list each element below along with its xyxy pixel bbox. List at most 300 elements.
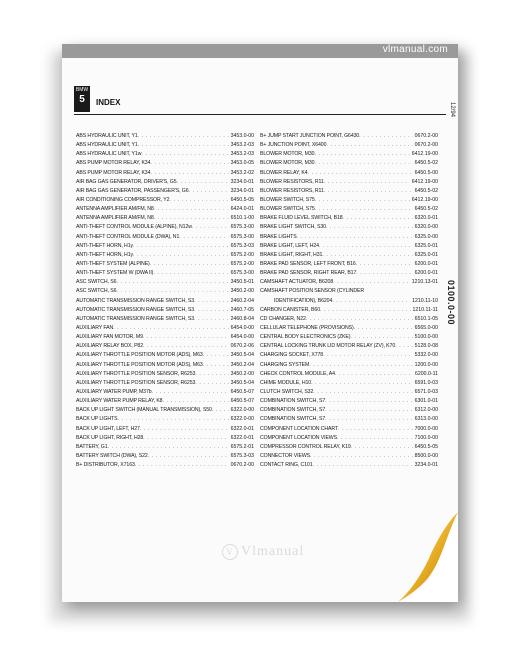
index-entry-code: 2460.8-04 <box>230 315 254 322</box>
index-entry-name: CONNECTOR VIEWS <box>260 452 310 459</box>
leader-dots <box>324 178 410 187</box>
index-entry <box>260 434 438 443</box>
bmw-brand-label: BMW <box>75 87 89 93</box>
index-entry-code: 5128.0-08 <box>414 343 438 350</box>
index-entry <box>260 132 438 141</box>
index-entry-name: BRAKE LIGHT, RIGHT, H31 <box>260 251 323 258</box>
index-entry-name: BLOWER MOTOR, M30 <box>260 151 315 158</box>
leader-dots <box>395 342 413 351</box>
index-entry-name: CHARGING SYSTEM <box>260 361 310 368</box>
index-entry-code: 6325.0-00 <box>414 233 438 240</box>
index-entry-code: 6454.0-00 <box>230 324 254 331</box>
leader-dots <box>107 443 228 452</box>
index-entry-name: IDENTIFICATION), B6204 <box>274 297 333 304</box>
index-entry-name: ANTI-THEFT HORN, H1y <box>76 242 133 249</box>
index-entry <box>76 287 254 296</box>
leader-dots <box>343 214 413 223</box>
index-entry-code: 6571.0-03 <box>414 388 438 395</box>
index-entry <box>76 434 254 443</box>
index-entry <box>260 251 438 260</box>
index-entry-code: 2460.7-05 <box>230 306 254 313</box>
leader-dots <box>309 361 412 370</box>
index-entry-code: 6450.5-02 <box>414 160 438 167</box>
index-entry <box>76 260 254 269</box>
index-entry-code: 6510.1-05 <box>414 315 438 322</box>
leader-dots <box>212 406 229 415</box>
index-entry-name: ANTI-THEFT CONTROL MODULE (ALPINE), N12w <box>76 224 192 231</box>
index-entry-code: 3453.2-02 <box>230 169 254 176</box>
index-entry-name: ABS HYDRAULIC UNIT, Y1w <box>76 151 142 158</box>
index-entry-code: 6320.0-01 <box>414 215 438 222</box>
index-entry-code: 3453.2-03 <box>230 142 254 149</box>
index-entry <box>76 251 254 260</box>
index-entry <box>260 306 438 315</box>
leader-dots <box>189 187 229 196</box>
side-section-code: 0100.0-00 <box>446 280 456 326</box>
index-entry-code: 6320.0-00 <box>414 224 438 231</box>
index-entry <box>260 425 438 434</box>
index-entry-name: B+ JUMP START JUNCTION POINT, G6430 <box>260 133 360 139</box>
index-entry <box>76 361 254 370</box>
index-entry <box>76 406 254 415</box>
index-entry <box>76 233 254 242</box>
index-entry-code: 3453.2-03 <box>230 151 254 158</box>
index-entry-name: CAMSHAFT ACTUATOR, B6208 <box>260 279 334 286</box>
index-entry <box>260 397 438 406</box>
index-entry <box>260 406 438 415</box>
index-entry-name: AUXILIARY FAN MOTOR, M9 <box>76 334 143 341</box>
index-entry <box>76 351 254 360</box>
index-entry-code: 1200.0-00 <box>414 361 438 368</box>
leader-dots <box>297 233 413 242</box>
index-entry-name: ASC SWITCH, S6 <box>76 288 117 295</box>
index-entry-name: CELLULAR TELEPHONE (PROVISIONS) <box>260 324 354 331</box>
index-entry-code: 6412.19-00 <box>411 178 438 185</box>
index-entry-code: 3234.0-01 <box>230 187 254 194</box>
index-entry-name: CENTRAL LOCKING TRUNK LID MOTOR RELAY (ZV), K70 <box>260 343 396 350</box>
leader-dots <box>138 132 229 141</box>
index-entry-name: BRAKE LIGHTS <box>260 233 297 240</box>
index-entry <box>260 269 438 278</box>
leader-dots <box>194 306 229 315</box>
index-entry <box>76 397 254 406</box>
index-entry <box>76 278 254 287</box>
index-entry <box>260 370 438 379</box>
index-entry-name: CAMSHAFT POSITION SENSOR (CYLINDER <box>260 288 365 295</box>
index-entry <box>260 351 438 360</box>
leader-dots <box>113 324 228 333</box>
leader-dots <box>313 388 412 397</box>
leader-dots <box>116 287 228 296</box>
leader-dots <box>354 324 413 333</box>
index-entry-code: 5332.0-00 <box>414 352 438 359</box>
index-entry <box>76 452 254 461</box>
index-entry <box>260 443 438 452</box>
leader-dots <box>313 461 413 470</box>
index-entry <box>260 214 438 223</box>
index-entry-code: 2460.2-04 <box>230 297 254 304</box>
index-entry-name: ANTENNA AMPLIFIER AM/FM, N8 <box>76 215 154 222</box>
leader-dots <box>333 278 410 287</box>
index-entry-code: 6322.0-01 <box>230 434 254 441</box>
index-entry <box>76 425 254 434</box>
index-entry-code: 0670.2-06 <box>230 343 254 350</box>
leader-dots <box>326 141 412 150</box>
index-entry <box>260 233 438 242</box>
index-entry-name: ABS PUMP MOTOR RELAY, K34 <box>76 169 151 176</box>
index-entry-name: CLUTCH SWITCH, S32 <box>260 388 314 395</box>
index-entry-code: 3450.2-04 <box>230 361 254 368</box>
index-entry <box>76 379 254 388</box>
index-entry-code: 6575.3-03 <box>230 452 254 459</box>
index-entry-name: AUXILIARY THROTTLE POSITION MOTOR (ADS), M63 <box>76 361 203 368</box>
index-entry <box>260 187 438 196</box>
index-entry-code: 0670.2-00 <box>414 133 438 139</box>
leader-dots <box>324 187 413 196</box>
index-entry-name: BACK UP LIGHT, LEFT, H27 <box>76 425 140 432</box>
index-entry <box>76 306 254 315</box>
center-watermark-text: Vlmanual <box>241 544 305 560</box>
index-entry-code: 8500.0-00 <box>414 452 438 459</box>
index-entry-name: COMPRESSOR CONTROL RELAY, K19 <box>260 443 351 450</box>
index-entry-name: AUXILIARY THROTTLE POSITION MOTOR (ADS), M63 <box>76 352 203 359</box>
leader-dots <box>326 223 413 232</box>
index-entry-name: CHARGING SOCKET, X778 <box>260 352 324 359</box>
index-entry-name: AIR CONDITIONING COMPRESSOR, Y2 <box>76 196 170 203</box>
index-entry-name: COMBINATION SWITCH, S7 <box>260 416 326 423</box>
bmw-series-badge <box>74 86 90 112</box>
index-entry <box>76 178 254 187</box>
index-entry-code: 6450.5-00 <box>414 169 438 176</box>
index-entry-name: ABS PUMP MOTOR RELAY, K34 <box>76 160 151 167</box>
page-curl-icon <box>398 512 458 602</box>
leader-dots <box>140 425 229 434</box>
index-entry-name: BRAKE PAD SENSOR, LEFT FRONT, B16 <box>260 260 356 267</box>
site-watermark: vlmanual.com <box>382 44 448 55</box>
index-entry-code: 3234.0-01 <box>414 462 438 469</box>
leader-dots <box>203 361 229 370</box>
leader-dots <box>325 397 412 406</box>
index-entry-name: BATTERY SWITCH (DWA), S22 <box>76 452 148 459</box>
side-date: 12/94 <box>449 102 455 118</box>
leader-dots <box>308 169 413 178</box>
leader-dots <box>133 251 229 260</box>
index-entry <box>260 141 438 150</box>
leader-dots <box>135 461 229 470</box>
index-entry-name: ANTI-THEFT HORN, H1y <box>76 251 133 258</box>
index-entry <box>76 223 254 232</box>
index-entry-name: BRAKE LIGHT, LEFT, H24 <box>260 242 319 249</box>
index-entry-code: 6450.5-07 <box>230 388 254 395</box>
index-entry <box>76 370 254 379</box>
index-entry-code: 6565.0-00 <box>414 324 438 331</box>
index-entry <box>76 342 254 351</box>
leader-dots <box>332 297 410 306</box>
index-entry-name: ASC SWITCH, S6 <box>76 279 117 286</box>
index-entry-name: BACK UP LIGHTS <box>76 416 118 423</box>
index-entry <box>260 324 438 333</box>
index-column-left <box>76 132 254 470</box>
leader-dots <box>195 370 228 379</box>
leader-dots <box>325 406 412 415</box>
index-entry <box>76 388 254 397</box>
index-entry-code: 3450.2-00 <box>230 370 254 377</box>
leader-dots <box>154 205 229 214</box>
index-entry-name: BATTERY, G1 <box>76 443 108 450</box>
index-entry <box>76 159 254 168</box>
leader-dots <box>152 388 229 397</box>
index-entry-code: 1210.13-01 <box>411 279 438 286</box>
leader-dots <box>143 434 228 443</box>
index-entry <box>76 297 254 306</box>
index-entry <box>76 205 254 214</box>
index-column-right <box>260 132 438 470</box>
leader-dots <box>359 132 412 141</box>
leader-dots <box>203 351 229 360</box>
index-entry-name: ANTI-THEFT SYSTEM (ALPINE) <box>76 260 150 267</box>
leader-dots <box>335 370 413 379</box>
leader-dots <box>356 260 413 269</box>
index-entry-code: 6575.2-00 <box>230 251 254 258</box>
index-entry <box>260 415 438 424</box>
index-entry <box>260 242 438 251</box>
leader-dots <box>350 333 412 342</box>
leader-dots <box>320 306 411 315</box>
index-entry-code: 6325.0-01 <box>414 242 438 249</box>
index-entry <box>260 196 438 205</box>
index-entry <box>260 178 438 187</box>
index-entry-code: 6301.0-01 <box>414 398 438 405</box>
leader-dots <box>322 251 412 260</box>
index-entry-code: 6322.0-01 <box>230 425 254 432</box>
index-entry-name: BRAKE FLUID LEVEL SWITCH, B18 <box>260 215 343 222</box>
index-entry-name: CHIME MODULE, H10 <box>260 379 312 386</box>
center-watermark <box>222 544 304 560</box>
index-entry <box>260 150 438 159</box>
index-entry-code: 0670.2-00 <box>414 142 438 149</box>
index-entry-code: 6450.5-07 <box>230 398 254 405</box>
index-entry <box>76 324 254 333</box>
index-entry-name: AUTOMATIC TRANSMISSION RANGE SWITCH, S3 <box>76 315 195 322</box>
index-entry-name: COMPONENT LOCATION VIEWS <box>260 434 337 441</box>
index-entry-code: 1210.11-10 <box>412 297 438 304</box>
index-entry-name: AUXILIARY THROTTLE POSITION SENSOR, R6253 <box>76 370 196 377</box>
watermark-logo-icon: V <box>222 544 238 560</box>
index-entry-code: 6450.5-02 <box>414 187 438 194</box>
index-entry-code: 6575.3-00 <box>230 270 254 277</box>
leader-dots <box>323 351 413 360</box>
leader-dots <box>138 141 229 150</box>
index-entry <box>76 132 254 141</box>
index-entry <box>260 379 438 388</box>
index-entry-name: AUXILIARY WATER PUMP RELAY, K8 <box>76 398 163 405</box>
index-entry <box>76 269 254 278</box>
leader-dots <box>338 425 413 434</box>
page-header <box>74 87 446 115</box>
index-entry-name: CHECK CONTROL MODULE, A4 <box>260 370 335 377</box>
index-entry-code: 6575.3-00 <box>230 224 254 231</box>
index-entry-name: AUTOMATIC TRANSMISSION RANGE SWITCH, S3 <box>76 306 195 313</box>
leader-dots <box>169 196 228 205</box>
index-entry-name: BLOWER RESISTORS, R11 <box>260 187 324 194</box>
leader-dots <box>194 297 229 306</box>
index-entry-code: 3450.5-04 <box>230 352 254 359</box>
index-entry-code: 7000.0-00 <box>414 425 438 432</box>
index-entry-name: ANTI-THEFT CONTROL MODULE (DWA), N1 <box>76 233 180 240</box>
leader-dots <box>143 333 229 342</box>
index-entry <box>260 223 438 232</box>
leader-dots <box>192 223 229 232</box>
index-entry <box>260 260 438 269</box>
index-entry-code: 6454.0-00 <box>230 334 254 341</box>
leader-dots <box>325 415 412 424</box>
index-entry-code: 6322.0-00 <box>230 407 254 414</box>
index-entry <box>76 214 254 223</box>
index-entry <box>260 278 438 287</box>
index-entry <box>260 361 438 370</box>
leader-dots <box>162 397 228 406</box>
index-entry-name: AUTOMATIC TRANSMISSION RANGE SWITCH, S3 <box>76 297 195 304</box>
index-entry-code: 6591.0-03 <box>414 379 438 386</box>
index-entry-name: CARBON CANISTER, B60 <box>260 306 320 313</box>
index-entry-name: BLOWER RESISTORS, R11 <box>260 178 324 185</box>
index-entry-code: 0670.2-00 <box>230 462 254 469</box>
index-entry-code: 6450.5-05 <box>230 196 254 203</box>
index-entry-name: AIR BAG GAS GENERATOR, PASSENGER'S, G6 <box>76 187 189 194</box>
index-entry-name: BLOWER SWITCH, S75 <box>260 196 315 203</box>
index-entry <box>260 169 438 178</box>
index-entry-code: 6575.3-00 <box>230 233 254 240</box>
index-entry <box>260 342 438 351</box>
index-entry <box>76 415 254 424</box>
index-entry-code: 3450.5-01 <box>230 279 254 286</box>
index-entry-code: 3450.2-00 <box>230 288 254 295</box>
index-entry <box>260 315 438 324</box>
index-entry-name: BLOWER SWITCH, S75 <box>260 206 315 213</box>
index-entry-name: COMBINATION SWITCH, S7 <box>260 407 326 414</box>
index-entry <box>260 452 438 461</box>
index-entry-code: 3450.5-04 <box>230 379 254 386</box>
index-entry <box>76 315 254 324</box>
index-entry <box>76 333 254 342</box>
index-entry-name: AUXILIARY THROTTLE POSITION SENSOR, R6253 <box>76 379 196 386</box>
index-entry-code: 7100.0-00 <box>414 434 438 441</box>
leader-dots <box>150 260 229 269</box>
leader-dots <box>153 269 228 278</box>
leader-dots <box>117 415 228 424</box>
index-entry-name: B+ DISTRIBUTOR, X7163 <box>76 462 135 469</box>
leader-dots <box>150 159 228 168</box>
leader-dots <box>133 242 229 251</box>
index-entry <box>76 443 254 452</box>
leader-dots <box>177 178 229 187</box>
index-entry-name: ANTI-THEFT SYSTEM W (DWA II) <box>76 270 154 277</box>
index-entry-name: CD CHANGER, N22 <box>260 315 306 322</box>
index-entry-code: 6424.0-01 <box>230 206 254 213</box>
index-entry-name: AUXILIARY RELAY BOX, P82 <box>76 343 143 350</box>
index-entry-code: 6412.19-00 <box>411 151 438 158</box>
index-entry-code: 6412.19-00 <box>411 196 438 203</box>
index-entry-name: BACK UP LIGHT SWITCH (MANUAL TRANSMISSION), S50 <box>76 407 212 414</box>
index-entry <box>260 297 438 306</box>
leader-dots <box>154 214 229 223</box>
leader-dots <box>143 342 229 351</box>
leader-dots <box>116 278 228 287</box>
index-entry-code: 6450.5-02 <box>414 206 438 213</box>
index-entry <box>260 159 438 168</box>
index-entry-name: BLOWER RELAY, K4 <box>260 169 308 176</box>
index-entry-code: 6312.0-00 <box>414 407 438 414</box>
leader-dots <box>314 159 412 168</box>
index-entry-name: BRAKE PAD SENSOR, RIGHT REAR, B17 <box>260 270 357 277</box>
index-entry-code: 6322.0-00 <box>230 416 254 423</box>
index-entry-code: 3453.0-00 <box>230 133 254 139</box>
index-entry-name: AIR BAG GAS GENERATOR, DRIVER'S, G5 <box>76 178 177 185</box>
index-entry <box>76 242 254 251</box>
leader-dots <box>148 452 229 461</box>
index-entry <box>76 141 254 150</box>
index-entry-name: B+ JUNCTION POINT, X6400 <box>260 142 327 149</box>
index-entry-code: 6450.5-05 <box>414 443 438 450</box>
index-entry-code: 1210.11-11 <box>412 306 438 313</box>
index-entry-code: 6510.1-00 <box>230 215 254 222</box>
index-entry <box>76 169 254 178</box>
index-entry <box>260 388 438 397</box>
leader-dots <box>310 452 413 461</box>
index-entry-name: COMPONENT LOCATION CHART <box>260 425 339 432</box>
index-entry-name: ANTENNA AMPLIFIER AM/FM, N8 <box>76 206 154 213</box>
index-entry-name: BACK UP LIGHT, RIGHT, H28 <box>76 434 144 441</box>
index-entry-name: CONTACT RING, C101 <box>260 462 313 469</box>
index-entry <box>76 150 254 159</box>
leader-dots <box>319 242 413 251</box>
index-entry <box>260 205 438 214</box>
index-entry-code: 6200.0-01 <box>414 270 438 277</box>
index-entry-code: 3453.0-05 <box>230 160 254 167</box>
page-title: INDEX <box>96 98 121 107</box>
index-entry <box>260 461 438 470</box>
leader-dots <box>141 150 228 159</box>
leader-dots <box>311 379 413 388</box>
index-entry-name: ABS HYDRAULIC UNIT, Y1 <box>76 142 138 149</box>
index-entry-name: AUXILIARY WATER PUMP, M37b <box>76 388 152 395</box>
index-entry-code: 6200.0-01 <box>414 260 438 267</box>
leader-dots <box>356 269 412 278</box>
leader-dots <box>179 233 228 242</box>
index-entry-code: 6575.2-00 <box>230 260 254 267</box>
leader-dots <box>195 379 228 388</box>
leader-dots <box>314 150 409 159</box>
index-entry <box>260 287 438 296</box>
leader-dots <box>315 196 410 205</box>
leader-dots <box>337 434 413 443</box>
index-entry-name: CENTRAL BODY ELECTRONICS (ZKE) <box>260 334 351 341</box>
index-entry-code: 6575.3-03 <box>230 242 254 249</box>
leader-dots <box>194 315 229 324</box>
leader-dots <box>306 315 413 324</box>
series-number: 5 <box>79 94 85 105</box>
index-entry-code: 6313.0-00 <box>414 416 438 423</box>
index-entry <box>76 461 254 470</box>
leader-dots <box>351 443 413 452</box>
index-entry-name: COMBINATION SWITCH, S7 <box>260 398 326 405</box>
index-entry-code: 6200.0-11 <box>415 370 438 377</box>
leader-dots <box>150 169 228 178</box>
index-entry <box>76 196 254 205</box>
index-entry-name: BLOWER MOTOR, M30 <box>260 160 315 167</box>
index-entry <box>76 187 254 196</box>
index-entry-code: 6325.0-01 <box>414 251 438 258</box>
